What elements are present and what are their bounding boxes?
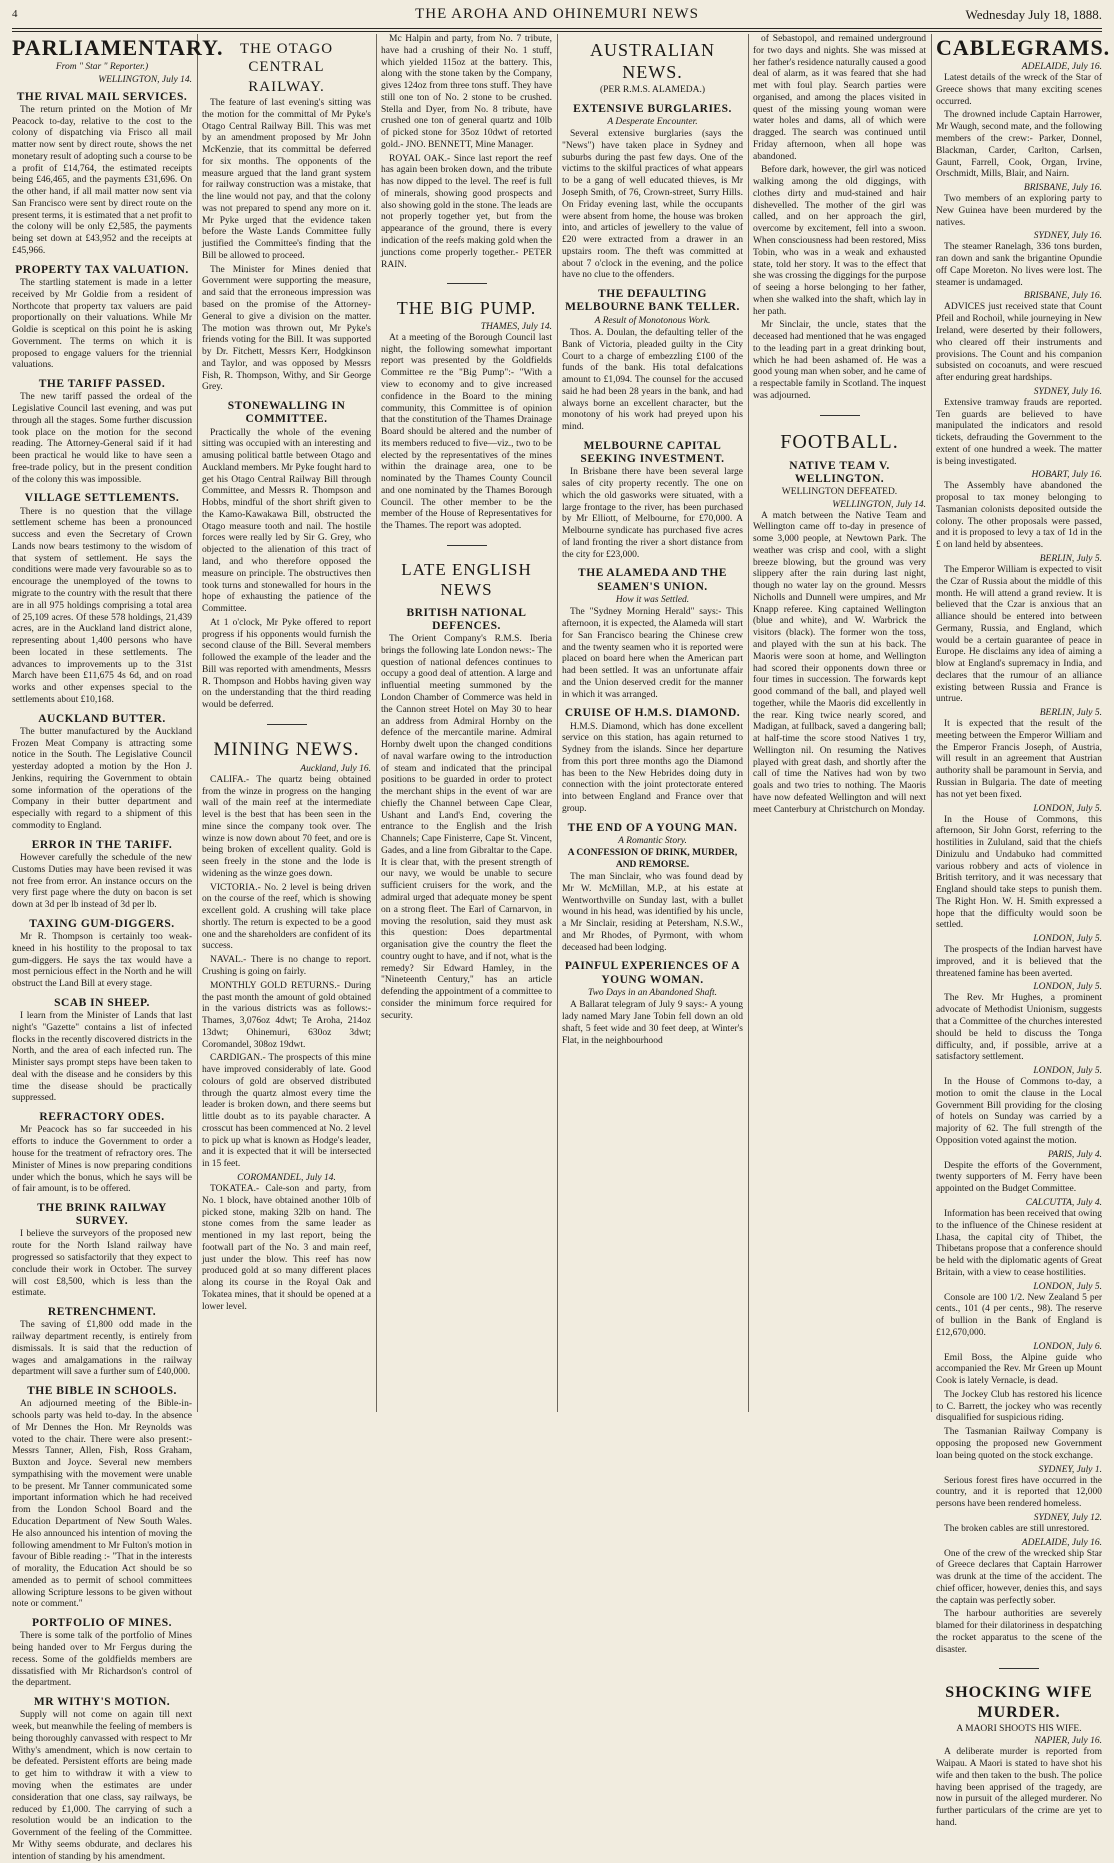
subheading-tagline: WELLINGTON DEFEATED. [781,487,898,498]
cable-paragraph: The broken cables are still unrestored. [944,1523,1090,1534]
article-paragraph: Practically the whole of the evening sitting was occupied with an interesting and amusing political battle between Otago and Auckland members. Mr Pyke fought hard to get his Otago Central Railway Bill through Committee, and Messrs R. Thompson and Hobbs, mindful of the short shrift given to the Kamo-Kawakawa Bill, obstructed the Otago measure tooth and nail. The hostile forces were really led by Sir G. Grey, who objected to the alienation of this tract of land, and who therefore opposed the measure on principle. The obstructives then took turns and stonewalled for hours in the hope of exhausting the patience of the Committee. [202,427,371,615]
subheading: SCAB IN SHEEP. [54,996,150,1009]
section-rule [381,536,552,554]
subheading: THE DEFAULTING MELBOURNE BANK TELLER. [565,288,740,314]
article-paragraph: The Minister for Mines denied that Government were supporting the measure, and said that the erroneous impression was based on the promise of the Attorney-General to give a division on the matter. The motion was thrown out, Mr Pyke's friends voting for the Bill. It was supported by Dr. Fitchett, Messrs Kerr, Hodgkinson and Taylor, and was opposed by Messrs Fish, R. Thompson, Withy, and Sir George Grey. [202,264,371,393]
subheading: THE BIBLE IN SCHOOLS. [27,1385,177,1398]
late-english-news-heading: LATE ENGLISH NEWS [401,559,532,600]
dateline: THAMES, July 14. [480,321,552,332]
cable-paragraph: Two members of an exploring party to New Guinea have been murdered by the natives. [936,194,1102,228]
cable-paragraph: The Tasmanian Railway Company is opposing the proposed new Government loan being quoted on the stock exchange. [936,1427,1102,1461]
section-rule [936,1659,1102,1677]
article-paragraph: I learn from the Minister of Lands that last night's "Gazette" contains a list of infected flocks in the recently discovered districts in the North, and the area of each infected run. The Minister says prompt steps have been taken to deal with the disease and he considers by this time the disease should be practically suppressed. [12,1011,192,1104]
subheading-tagline: How it was Settled. [615,594,690,605]
article-paragraph: There is some talk of the portfolio of Mines being handed over to Mr Fergus during the recess. Some of the goldfields members are dissatisfied with Mr Richardson's control of the department. [12,1631,192,1689]
column-australian-football [753,34,926,1412]
cable-paragraph: Latest details of the wreck of the Star of Greece shows that many exciting scenes occurred. [936,73,1102,107]
article-paragraph: Supply will not come on again till next week, but meanwhile the feeling of members is being thoroughly canvassed with respect to Mr Withy's amendment, which is now certain to be defeated. Persistent efforts are being made to get him to withdraw it with a view to moving when the estimates are under consideration that one class, say railways, be reduced by £1,000. The carrying of such a resolution would be an indication to the Government of the feeling of the Committee. Mr Withy seems obdurate, and declares his intention of standing by his amendment. [12,1710,192,1862]
article-paragraph: NAVAL.- There is no change to report. Crushing is going on fairly. [202,955,371,977]
cable-paragraph: The harbour authorities are severely blamed for their dilatoriness in despatching the rocket apparatus to the scene of the disaster. [936,1609,1102,1655]
article-paragraph: A Ballarat telegram of July 9 says:- A young lady named Mary Jane Tobin fell down an old shaft, 5 feet wide and 30 feet deep, at Winter's Flat, in the neighbourhood [562,1000,743,1046]
column-divider [931,34,932,1412]
article-paragraph: The man Sinclair, who was found dead by Mr W. McMillan, M.P., at his estate at Wentworthville on Sunday last, with a bullet wound in his head, was identified by his uncle, a Mr Sinclair, residing at Petersham, N.S.W., and Mr Rhodes, of Pyrmont, with whom deceased had been lodging. [562,872,743,953]
section-rule [753,406,926,424]
cable-paragraph: In the House of Commons, this afternoon, Sir John Gorst, referring to the hostilities in Zululand, said that the chiefs Dinizulu and Undabuko had committed various robbery and acts of violence in British territory, and it was necessary that England should take steps to punish them. The Right Hon. W. H. Smith expressed a hope that the difficulty would soon be settled. [936,814,1102,931]
dateline: NAPIER, July 16. [1034,1736,1102,1747]
dateline: LONDON, July 5. [1033,934,1102,945]
masthead-rule [12,31,1102,32]
article-paragraph: Mc Halpin and party, from No. 7 tribute, have had a crushing of their No. 1 stuff, which yielded 115oz at the battery. This, along with the stone taken by the Company, gives 124oz from three tons stuff. They have still one ton of No. 2 stone to be crushed. Stella and Dyer, from No. 8 tribute, have crushed one ton of general quartz and 10lb of picked stone for 35oz 10dwt of retorted gold.- JNO. BENNETT, Mine Manager. [381,34,552,150]
subheading: THE BRINK RAILWAY SURVEY. [37,1202,167,1228]
subheading: CRUISE OF H.M.S. DIAMOND. [564,707,741,720]
section-rule [202,715,371,733]
dateline: CALCUTTA, July 4. [1025,1197,1102,1208]
football-heading: FOOTBALL. [780,430,899,453]
dateline: SYDNEY, July 16. [1033,231,1102,242]
cable-paragraph: One of the crew of the wrecked ship Star of Greece declares that Captain Harrower was drunk at the time of the accident. The chief officer, however, denies this, and says the captain was perfectly sober. [936,1548,1102,1606]
column-divider [748,34,749,1412]
article-paragraph: However carefully the schedule of the new Customs Duties may have been revised it was not free from error. An instance occurs on the very first page where the duty on bacon is set down at 3d per lb instead of 3d per lb. [12,853,192,911]
article-paragraph: MONTHLY GOLD RETURNS.- During the past month the amount of gold obtained in the various districts was as follows:- Thames, 3,076oz 4dwt; Te Aroha, 214oz 13dwt; Ohinemuri, 630oz 3dwt; Coromandel, 308oz 19dwt. [202,980,371,1050]
issue-date: Wednesday July 18, 1888. [965,7,1102,22]
column-cablegrams [936,34,1111,1828]
subheading: PORTFOLIO OF MINES. [32,1617,172,1630]
cable-paragraph: The prospects of the Indian harvest have improved, and it is believed that the threatened famine has been averted. [936,945,1102,979]
subheading: STONEWALLING IN COMMITTEE. [227,400,346,426]
subheading: ERROR IN THE TARIFF. [31,838,173,851]
article-paragraph: Mr Peacock has so far succeeded in his efforts to induce the Government to order a house for the treatment of refractory ores. The Minister of Mines is now preparing conditions under which the bonus, which he says will be of fair amount, is to be offered. [12,1125,192,1195]
dateline: PARIS, July 4. [1047,1149,1102,1160]
dateline: BRISBANE, July 16. [1023,183,1102,194]
article-paragraph: The feature of last evening's sitting was the motion for the committal of Mr Pyke's Otago Central Railway Bill. This was met by an amendment proposed by Mr John McKenzie, that its committal be deferred for six months. The opponents of the measure argued that the land grant system for railway construction was a mistake, that the line would not pay, and that the colony was not prepared to spend any more on it. Mr Pyke urged that the evidence taken before the Waste Lands Committee fully justified the Committee's finding that the Bill be allowed to proceed. [202,98,371,261]
column-australian-news [562,34,743,1412]
dateline: Auckland, July 16. [300,763,371,774]
subheading-tagline: A Desperate Encounter. [607,116,698,127]
subheading-tagline: A MAORI SHOOTS HIS WIFE. [956,1723,1082,1734]
article-paragraph: An adjourned meeting of the Bible-in-schools party was held to-day. In the absence of Mr Dennes the Hon. Mr Reynolds was voted to the chair. There were also present:- Messrs Tanner, Allen, Fish, Ross Graham, Buxton and Joyce. Several new members sympathising with the movement were unable to be present. Mr Tanner communicated some important information which he had received from the London School Board and the Education Department of New South Wales. He also announced his intention of moving the following amendment to Mr Fulton's motion in favour of Bible reading :- "That in the interests of morality, the Education Act should be so amended as to permit of school committees allowing Scripture lessons to be given without note or comment." [12,1399,192,1610]
dateline: ADELAIDE, July 16. [1021,1537,1102,1548]
article-paragraph: The butter manufactured by the Auckland Frozen Meat Company is attracting some notice in the South. The Legislative Council yesterday adopted a motion by the Hon J. Jenkins, requiring the Government to obtain some information of the operations of the Company in their butter department and especially with regard to a shipment of this commodity to England. [12,726,192,832]
wife-murder-heading: SHOCKING WIFE MURDER. [945,1684,1093,1721]
section-rule [381,274,552,292]
subheading-tagline: Two Days in an Abandoned Shaft. [588,987,717,998]
article-paragraph: The "Sydney Morning Herald" says:- This afternoon, it is expected, the Alameda will start for San Francisco bearing the Chinese crew and the twenty seamen who it is reported were placed on board here when the American part had been settled. It was an unfortunate affair and the Union deserved credit for the manner in which it was arranged. [562,607,743,700]
subheading: MR WITHY'S MOTION. [33,1696,171,1709]
article-paragraph: The new tariff passed the ordeal of the Legislative Council last evening, and was put through all the stages. Some further discussion took place on the motion for the second reading. The Attorney-General said if it had been practical he would like to have seen a free-trade policy, but in the present condition of the colony this was impossible. [12,392,192,485]
article-paragraph: At a meeting of the Borough Council last night, the following somewhat important report was presented by the Goldfields Committee re the "Big Pump":- "With a view to economy and to give increased confidence in the Board to the mining community, this Committee is of opinion that the constitution of the Thames Drainage Board should be altered and the number of its members reduced to five—viz., two to be elected by the representatives of the mines within the drainage area, one to be nominated by the Thames County Council and one nominated by the Thames Borough Council. The other member to be the member of the House of Representatives for the Thames. The report was adopted. [381,332,552,532]
subheading: THE RIVAL MAIL SERVICES. [16,90,188,103]
subheading: THE ALAMEDA AND THE SEAMEN'S UNION. [578,567,727,593]
column-divider [197,34,198,1412]
cable-paragraph: It is expected that the result of the meeting between the Emperor William and the Emperor Francis Joseph, of Austria, will result in an agreement that Austrian authority shall be paramount in Servia, and Russian in Bulgaria. The date of meeting has not yet been fixed. [936,719,1102,800]
masthead-rule [12,28,1102,29]
article-heading: THE OTAGO CENTRAL [239,41,334,75]
dateline: WELLINGTON, July 14. [832,499,926,510]
article-paragraph: VICTORIA.- No. 2 level is being driven on the course of the reef, which is showing excellent gold. A crushing will take place shortly. The return is expected to be a good one and the shareholders are confident of its success. [202,882,371,952]
cable-paragraph: Extensive tramway frauds are reported. Ten guards are believed to have manipulated the indicators and resold tickets, defrauding the Government to the extent of one hundred a week. The matter is being investigated. [936,397,1102,467]
subheading: VILLAGE SETTLEMENTS. [24,492,180,505]
article-paragraph: A match between the Native Team and Wellington came off to-day in presence of some 3,000 people, at Newtown Park. The weather was crisp and cool, with a slight breeze blowing, but the ground was very slippery after the rain during last night, though no water lay on the ground. Messrs Nicholls and Dunnell were umpires, and Mr Knapp referee. King captained Wellington (blue and white), and W. Warbrick the visitors (black). The former won the toss, and played with the sun at his back. The Maoris were soon at home, and Wellington had scored their opponents down three or four times in succession. The forwards kept good command of the ball, and played well together, while the Maoris did excellently in the rear. King twice nearly scored, and Madigan, at fullback, saved a dangering ball; at half-time the score stood Natives 1 try, Wellington nil. On resuming the Natives played with great dash, and shortly after the call of time the Natives had won by two goals and two tries to nothing. The Maoris have now defeated Wellington and will next meet Canterbury at Christchurch on Monday. [753,510,926,815]
column-otago-railway [202,34,371,1412]
cable-paragraph: ADVICES just received state that Count Pfeil and Rochoil, while journeying in New Ireland, were deserted by their followers, who cleared off their instruments and provisions. The Count and his companion subsisted on cocoanuts, and were rescued after enduring great hardships. [936,302,1102,384]
dateline: LONDON, July 5. [1033,982,1102,993]
cable-paragraph: The steamer Ranelagh, 336 tons burden, ran down and sank the brigantine Opundie off Cape Moreton. No lives were lost. The steamer is undamaged. [936,242,1102,288]
cable-paragraph: A deliberate murder is reported from Waipau. A Maori is stated to have shot his wife and then taken to the bush. The police having been apprised of the tragedy, are now in pursuit of the alleged murderer. No further particulars of the crime are yet to hand. [936,1747,1102,1828]
masthead [12,4,1102,28]
column-mining-late-news [381,34,552,1412]
article-paragraph: Before dark, however, the girl was noticed walking among the old diggings, with clothes dirty and mud-stained and hair dishevelled. The mother of the girl was called, and on her approach the girl, overcome by excitement, fell into a swoon. When consciousness had been restored, Miss Tobin, who was in a weak and exhausted state, told her story. It was to the effect that she was crossing the diggings for the purpose of seeing a horse belonging to her father, when she walked into the shaft, which lay in her path. [753,165,926,317]
dateline: SYDNEY, July 16. [1033,386,1102,397]
parliamentary-heading: PARLIAMENTARY. [12,35,224,60]
subheading: THE TARIFF PASSED. [38,378,166,391]
dateline: HOBART, July 16. [1031,470,1102,481]
subheading: EXTENSIVE BURGLARIES. [573,102,732,115]
cable-paragraph: The Assembly have abandoned the proposal to tax money belonging to Tasmanian colonists deposited outside the colony. The other proposals were passed, and it is proposed to levy a tax of 1d in the £ on land held by absentees. [936,481,1102,551]
australian-news-heading: AUSTRALIAN NEWS. [590,40,715,82]
subheading-tagline: A CONFESSION OF DRINK, MURDER, AND REMORSE. [567,848,738,870]
article-paragraph: of Sebastopol, and remained underground for two days and nights. She was missed at her father's residence naturally caused a good deal of alarm, as it was feared that she had met with foul play. Search parties were organised, and among the places visited in quest of the missing young woman were water holes and dams, all of which were dragged. The search was continued until Friday afternoon, when all hope was abandoned. [753,34,926,162]
subheading: TAXING GUM-DIGGERS. [29,917,175,930]
dateline: WELLINGTON, July 14. [98,74,192,85]
subheading: MELBOURNE CAPITAL SEEKING INVESTMENT. [580,439,725,466]
article-paragraph: CALIFA.- The quartz being obtained from the winze in progress on the hanging wall of the main reef at the intermediate level is the best that has been seen in the mine since the company took over. The winze is now down about 70 feet, and ore is being broken of excellent quality. Gold is seen freely in the stone and the lode is widening as the winze goes down. [202,774,371,879]
dateline: BERLIN, July 5. [1039,708,1102,719]
article-paragraph: Thos. A. Doulan, the defaulting teller of the Bank of Victoria, pleaded guilty in the City Court to a charge of embezzling £100 of the funds of the bank. His total defalcations amount to £1,094. The counsel for the accused said he had been 28 years in the bank, and had always borne an excellent character, but the monotony of his work had preyed upon his mind. [562,327,743,433]
cable-paragraph: Emil Boss, the Alpine guide who accompanied the Rev. Mr Green up Mount Cook is lately Vernacle, is dead. [936,1352,1102,1387]
big-pump-heading: THE BIG PUMP. [396,298,537,319]
article-paragraph: I believe the surveyors of the proposed new route for the North Island railway have progressed so satisfactorily that they expect to conclude their work in October. The survey will cost £8,500, which is less than the estimate. [12,1229,192,1299]
dateline: LONDON, July 5. [1033,1066,1102,1077]
article-paragraph: The saving of £1,800 odd made in the railway department recently, is entirely from dismissals. It is said that the reduction of wages and amalgamations in the railway department will save a further sum of £40,000. [12,1320,192,1378]
article-paragraph: Mr Sinclair, the uncle, states that the deceased had mentioned that he was engaged to the leading part in a great drinking bout, which he had been ashamed of. He was a good young man when sober, and he came of a respectable family in Scotland. The inquest was adjourned. [753,320,926,401]
subheading: THE END OF A YOUNG MAN. [567,821,738,834]
article-paragraph: The Orient Company's R.M.S. Iberia brings the following late London news:- The question of national defences continues to occupy a good deal of attention. A large and influential meeting summoned by the London Chamber of Commerce was held in the Cannon street Hotel on May 30 to hear an address from Admiral Hornby on the defence of the mercantile marine. Admiral Hornby dwelt upon the changed conditions of naval warfare owing to the introduction of steam and indicated that the principal positions to be guarded in order to protect the merchant ships in the event of war are chiefly the Channel between Cape Clear, Ushant and Land's End, covering the entrance to the English and the Irish Channels; Cape Finisterre, Cape St. Vincent, Gades, and a line from Gibraltar to the Cape. It is clear that, with the present strength of our navy, we would be unable to secure sufficient cruisers for the work, and the admiral urged that adequate money be spent on a strong fleet. The Earl of Carnarvon, in moving the resolution, said they must ask this question: Does departmental organisation give the country the fleet the country ought to have, and if not, what is the remedy? Sir Edward Hamley, in the "Nineteenth Century," has an article defending the appointment of a committee to consider the minimum force required for security. [381,634,552,1021]
subheading: AUCKLAND BUTTER. [38,712,166,725]
dateline: SYDNEY, July 1. [1038,1464,1102,1475]
subheading-tagline: A Result of Monotonous Work. [594,315,711,326]
subheading: PROPERTY TAX VALUATION. [15,263,189,276]
subheading: BRITISH NATIONAL DEFENCES. [406,606,527,632]
column-divider [557,34,558,1412]
cable-paragraph: The Emperor William is expected to visit the Czar of Russia about the middle of this month. He will attend a grand review. It is believed that the Czar is anxious that an alliance should be entered into between Germany, Russia, and England, which would be a certain guarantee of peace in Europe. He disclaims any idea of aiming a blow at England's supremacy in India, and declares that the rumour of an alliance existing between Russia and France is untrue. [936,564,1102,705]
article-paragraph: Mr R. Thompson is certainly too weak-kneed in his hostility to the proposal to tax gum-diggers. He says the tax would have a most pernicious effect in the North and he will obstruct the Land Bill at every stage. [12,932,192,990]
dateline: BRISBANE, July 16. [1023,291,1102,302]
article-paragraph: The return printed on the Motion of Mr Peacock to-day, relative to the cost to the colony of dispatching via Frisco all mail matter now sent by direct route, shows the net monetary result of adopting such a course to be a profit of £14,764, the estimated receipts being £46,465, and the payments £31,696. On the other hand, if all mail matter now sent via San Francisco were sent by direct route on the present terms, it is estimated that a net profit to the colony will be only £2,585, the payments being set down at £43,952 and the receipts at £45,966. [12,104,192,256]
cable-paragraph: The Rev. Mr Hughes, a prominent advocate of Methodist Unionism, suggests that a Committee of the churches interested should be held to discuss the Tonga difficulty, and, if possible, arrive at a satisfactory settlement. [936,993,1102,1063]
newspaper-title: THE AROHA AND OHINEMURI NEWS [415,6,699,22]
article-paragraph: CARDIGAN.- The prospects of this mine have improved considerably of late. Good colours of gold are observed distributed through the quartz almost every time the leader is broken down, and there seems but little doubt as to its payable character. A crosscut has been commenced at No. 2 level to pick up what is known as Hodge's leader, and it is expected that it will be intersected in 15 feet. [202,1053,371,1170]
dateline: BERLIN, July 5. [1039,553,1102,564]
subheading: NATIVE TEAM V. WELLINGTON. [789,459,890,485]
dateline: LONDON, July 5. [1033,1281,1102,1292]
article-paragraph: At 1 o'clock, Mr Pyke offered to report progress if his opponents would furnish the second clause of the Bill. Several members followed the example of the leader and the Bill was reported with amendments, Messrs R. Thompson and Hobbs having given way on the understanding that the third reading would be deferred. [202,617,371,711]
cable-paragraph: Console are 100 1/2. New Zealand 5 per cents., 101 (4 per cents., 98). The reserve of bullion in the Bank of England is £12,670,000. [936,1292,1102,1338]
dateline: SYDNEY, July 12. [1033,1512,1102,1523]
dateline: ADELAIDE, July 16. [1021,62,1102,73]
cable-paragraph: The Jockey Club has restored his licence to C. Barrett, the jockey who was recently disqualified for suspicious riding. [936,1389,1102,1424]
article-paragraph: Several extensive burglaries (says the "News") have taken place in Sydney and suburbs during the past few days. One of the victims to the skilful practices of what appears to be a gang of well educated thieves, is Mr Joseph Smith, of 76, Crown-street, Surry Hills. On Friday evening last, while the occupants were absent from home, the house was broken into, and articles of jewellery to the value of £20 were extracted from a drawer in an upstairs room. The theft was committed at about 7 o'clock in the evening, and the police have no clue to the offenders. [562,129,743,281]
dateline: LONDON, July 5. [1033,803,1102,814]
article-paragraph: TOKATEA.- Cale-son and party, from No. 1 block, have obtained another 10lb of picked stone, making 32lb on hand. The stone comes from the same leader as mentioned in my last report, being the footwall part of the No. 3 and main reef, just under the blow. This reef has now produced gold at so many different places along its course in the Royal Oak and Tokatea mines, that it should be opened at a lower level. [202,1184,371,1312]
mining-news-heading: MINING NEWS. [213,738,360,760]
subheading-tagline: A Romantic Story. [618,835,687,846]
cablegrams-heading: CABLEGRAMS. [936,35,1111,60]
cable-paragraph: In the House of Commons to-day, a motion to omit the clause in the Local Government Bill providing for the closing of hotels on Sunday was carried by a majority of 62. The full strength of the Opposition voted against the motion. [936,1077,1102,1146]
subheading: PAINFUL EXPERIENCES OF A YOUNG WOMAN. [564,960,741,986]
dateline: LONDON, July 6. [1033,1341,1102,1352]
article-paragraph: ROYAL OAK.- Since last report the reef has again been broken down, and the tribute has now dipped to the level. The reef is full of minerals, showing good prospects and also showing gold in the stone. The leads are not properly together yet, but from the appearance of the ground, there is every indication of the reefs making gold when the junctions come properly together.- PETER RAIN. [381,153,552,270]
article-paragraph: In Brisbane there have been several large sales of city property recently. The one on which the old gasworks were situated, with a large frontage to the river, has been purchased by Mr Elliott, of Melbourne, for £70,000. A Melbourne syndicate has purchased five acres of land fronting the river a short distance from the city for £23,000. [562,467,743,560]
article-paragraph: H.M.S. Diamond, which has done excellent service on this station, has again returned to Sydney from the islands. Since her departure from this port three months ago the Diamond has been to the New Hebrides doing duty in connection with the joint protectorate entered into between England and France over that group. [562,721,743,814]
subheading: REFRACTORY ODES. [39,1111,165,1124]
cable-paragraph: Information has been received that owing to the influence of the Chinese resident at Lhasa, the capital city of Thibet, the Thibetans propose that a conference should be held with the diplomatic agents of Great Britain, with a view to cease hostilities. [936,1208,1103,1278]
source-line: (PER R.M.S. ALAMEDA.) [599,85,706,96]
dateline: COROMANDEL, July 14. [237,1173,336,1184]
source-line: From " Star " Reporter.) [55,62,149,73]
article-heading: RAILWAY. [248,79,325,95]
column-divider [376,34,377,1412]
column-parliamentary [12,34,224,1862]
cable-paragraph: Despite the efforts of the Government, twenty supporters of M. Ferry have been appointed on the Budget Committee. [936,1160,1102,1195]
page-number: 4 [12,8,18,20]
article-paragraph: There is no question that the village settlement scheme has been a pronounced success and even the Secretary of Crown Lands now bears testimony to the wisdom of that system of settlement. He says the conditions were made very favourable so as to encourage the unemployed of the towns to migrate to the country with the result that there are in all 975 holdings comprising a total area of 25,109 acres. Of these 578 holdings, 21,439 acres, are in the Auckland land district alone, representing about 1,400 persons who have been located in these settlements. The advances to improvements up to the 31st March have been £11,675 4s 6d, and on road works and other expenses special to the settlements about £10,168. [12,506,192,705]
cable-paragraph: The drowned include Captain Harrower, Mr Waugh, second mate, and the following members of the crew:- Parker, Donnel, Blackman, Carder, Carlton, Carlsen, Gaunt, Farrell, Cook, Organ, Irvine, Orschmidt, Mills, Blair, and Nairn. [936,110,1102,180]
subheading: RETRENCHMENT. [47,1306,157,1319]
article-paragraph: The startling statement is made in a letter received by Mr Goldie from a resident of Northcote that property tax valuers are paid proportionally on their valuations. While Mr Goldie is sceptical on this point he is asking Government. The terms on which it is proposed to engage valuers for the triennial valuations. [12,277,192,371]
cable-paragraph: Serious forest fires have occurred in the country, and it is reported that 12,000 persons have been rendered homeless. [936,1475,1102,1510]
